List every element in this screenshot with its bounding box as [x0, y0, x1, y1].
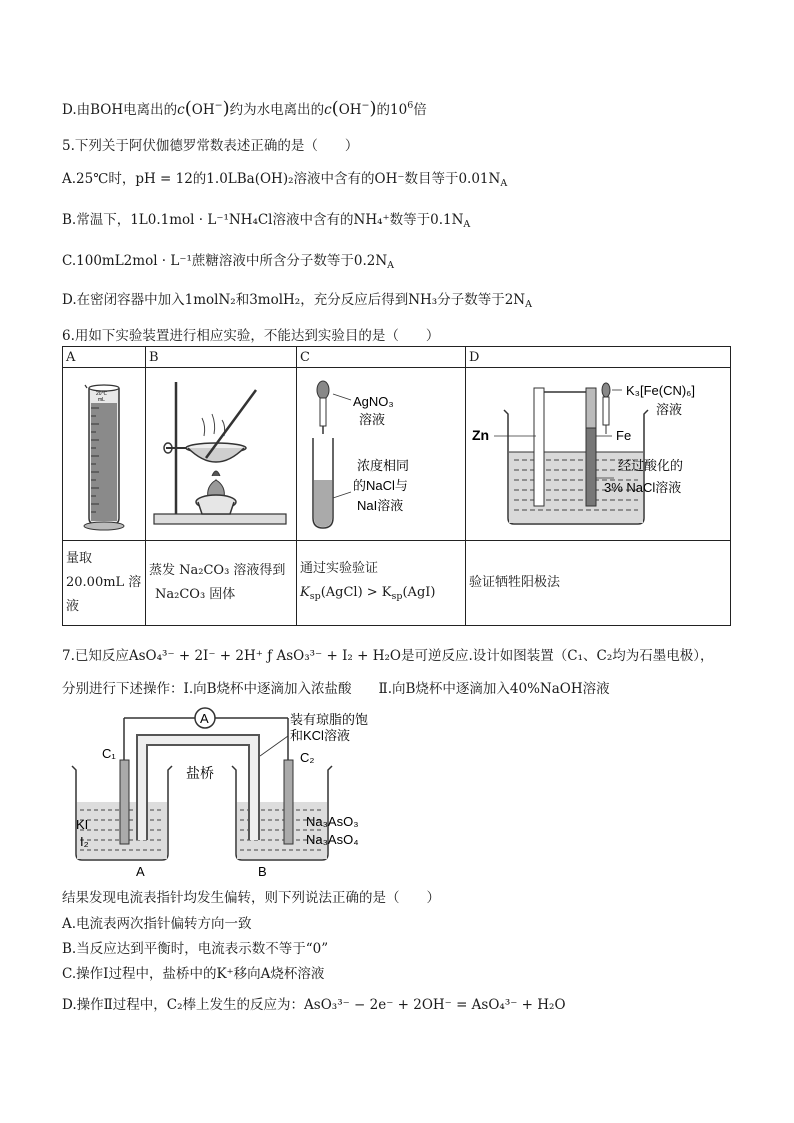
q5-option-d	[62, 288, 532, 310]
q6-caption-c-line2	[300, 581, 462, 609]
q4-option-d: D.由BOH电离出的c(OH−)约为水电离出的c(OH−)的$10^6$倍	[62, 98, 427, 119]
q4d-text1: D.由BOH电离出的	[62, 102, 178, 118]
q6-stem: 6.用如下实验装置进行相应实验，不能达到实验目的是（ ）	[62, 328, 440, 344]
q7-result: 结果发现电流表指针均发生偏转，则下列说法正确的是（ ）	[62, 890, 440, 906]
beaker-b-label: B	[258, 864, 267, 879]
d-label-nacl-solution: 3% NaCl溶液	[604, 480, 682, 495]
q4d-oh2: OH	[338, 102, 362, 118]
ksp-agcl: (AgCl) > K	[320, 585, 392, 600]
q7-option-a: A.电流表两次指针偏转方向一致	[62, 916, 252, 932]
q4d-text4: 倍	[413, 102, 427, 118]
q7-option-d: D.操作Ⅱ过程中，C₂棒上发生的反应为：AsO₃³⁻ − 2e⁻ + 2OH⁻ = AsO₄³⁻ + H₂O	[62, 997, 566, 1013]
q7-operations: 分别进行下述操作：Ⅰ.向B烧杯中逐滴加入浓盐酸 Ⅱ.向B烧杯中逐滴加入40%NaOH溶液	[62, 681, 610, 697]
precipitation-test-figure	[297, 368, 465, 536]
q5c-text: C.100mL2mol · L⁻¹蔗糖溶液中所含分子数等于0.2N	[62, 253, 388, 269]
graduated-cylinder-figure	[63, 368, 145, 536]
q6-figure-c-cell	[297, 368, 466, 541]
q5-option-a	[62, 167, 507, 189]
c-label-nacl: 的NaCl与	[353, 478, 408, 493]
beaker-a-ki-label: KI	[76, 817, 89, 832]
beaker-a-i2-label: I₂	[80, 834, 89, 849]
q6-header-b: B	[146, 347, 297, 368]
q6-caption-a-line1: 量取	[66, 551, 93, 566]
q5-option-b	[62, 208, 470, 230]
q6-header-a: A	[63, 347, 146, 368]
ksp-sub1: sp	[309, 591, 321, 602]
q6-header-d: D	[466, 347, 731, 368]
ksp-agi: (AgI)	[402, 585, 436, 600]
beaker-b-na3aso4-label: Na₃AsO₄	[306, 832, 359, 847]
q6-caption-c-line1: 通过实验验证	[300, 561, 379, 576]
electrode-c2-label: C₂	[300, 750, 315, 765]
q4d-exp: 6	[407, 100, 414, 111]
c-reagent-solution: 溶液	[359, 412, 386, 427]
q7-option-b: B.当反应达到平衡时，电流表示数不等于“0”	[62, 941, 329, 957]
q5b-text: B.常温下，1L0.1mol · L⁻¹NH₄Cl溶液中含有的NH₄⁺数等于0.1N	[62, 212, 464, 228]
q7-stem: 7.已知反应AsO₄³⁻ + 2I⁻ + 2H⁺ ƒ AsO₃³⁻ + I₂ + H₂O是可逆反应.设计如图装置（C₁、C₂均为石墨电极），	[62, 648, 714, 664]
beaker-a-label: A	[136, 864, 145, 879]
q6-header-c: C	[297, 347, 466, 368]
salt-bridge-note1: 装有琼脂的饱	[290, 712, 369, 727]
q6-figure-a-cell	[63, 368, 146, 541]
q5b-sub: A	[463, 219, 471, 230]
d-reagent-k3fecn6: K₃[Fe(CN)₆]	[626, 383, 696, 398]
q5d-text: D.在密闭容器中加入1molN₂和3molH₂，充分反应后得到NH₃分子数等于2N	[62, 292, 526, 308]
q5a-sub: A	[500, 178, 508, 189]
q4d-oh1: OH	[191, 102, 215, 118]
q6-caption-a-line3: 液	[66, 599, 80, 614]
q6-caption-d: 验证牺牲阳极法	[466, 541, 731, 626]
ammeter-label: A	[200, 711, 209, 726]
q6-caption-b-line1: 蒸发 Na₂CO₃ 溶液得到	[149, 563, 286, 578]
d-reagent-solution: 溶液	[656, 402, 683, 417]
q6-caption-b	[146, 541, 297, 626]
evaporation-apparatus-figure	[146, 368, 296, 536]
q5d-sub: A	[525, 299, 532, 310]
c-reagent-agno3: AgNO₃	[353, 394, 394, 409]
galvanic-cell-figure	[62, 704, 392, 882]
q4d-text2: 约为水电离出的	[229, 102, 325, 118]
q5-stem: 5.下列关于阿伏伽德罗常数表述正确的是（ ）	[62, 138, 359, 154]
d-label-zn: Zn	[472, 427, 490, 443]
cylinder-temp-label: 20℃	[96, 391, 108, 397]
q6-caption-a	[63, 541, 146, 626]
ksp-k1: K	[300, 585, 310, 600]
q6-caption-a-line2: 20.00mL 溶	[66, 575, 142, 590]
electrode-c1-label: C₁	[102, 746, 116, 761]
q4d-c1: c	[177, 102, 185, 118]
salt-bridge-label: 盐桥	[186, 765, 214, 781]
cylinder-unit-label: mL	[98, 397, 105, 403]
sacrificial-anode-figure	[466, 368, 730, 536]
ksp-sub2: sp	[391, 591, 403, 602]
q4d-c2: c	[324, 102, 332, 118]
q6-figure-d-cell	[466, 368, 731, 541]
c-label-concentration: 浓度相同	[357, 458, 410, 473]
q6-experiment-table	[62, 346, 731, 626]
d-label-fe: Fe	[616, 428, 632, 443]
q7-option-c: C.操作Ⅰ过程中，盐桥中的K⁺移向A烧杯溶液	[62, 966, 325, 982]
q5c-sub: A	[387, 260, 395, 271]
beaker-b-na3aso3-label: Na₃AsO₃	[306, 814, 359, 829]
q4d-text3: 的10	[376, 102, 408, 118]
salt-bridge-note2: 和KCl溶液	[290, 728, 350, 743]
d-label-acidified: 经过酸化的	[618, 458, 684, 473]
q5a-text: A.25℃时，pH = 12的1.0LBa(OH)₂溶液中含有的OH⁻数目等于0.01N	[62, 171, 501, 187]
q6-caption-b-line2: Na₂CO₃ 固体	[155, 587, 236, 602]
q6-caption-c	[297, 541, 466, 626]
c-label-nai: NaI溶液	[357, 498, 404, 513]
q5-option-c	[62, 249, 394, 271]
q6-figure-b-cell	[146, 368, 297, 541]
